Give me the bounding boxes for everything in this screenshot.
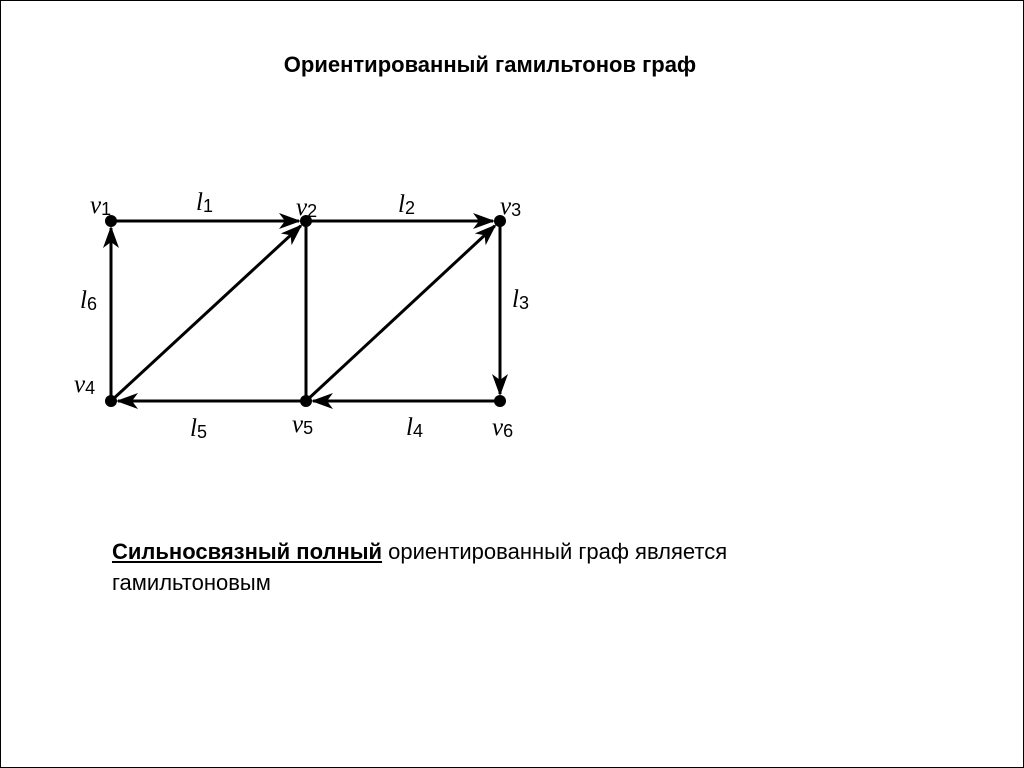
vertex-label-v5: v5 bbox=[292, 411, 314, 438]
vertex-label-v4: v4 bbox=[74, 371, 96, 398]
statement-emphasis: Сильносвязный полный bbox=[112, 539, 383, 564]
statement-rest: ориентированный граф является гамильтоновым bbox=[112, 539, 728, 595]
edge-label-l2: l2 bbox=[398, 191, 415, 218]
vertex-label-v2: v2 bbox=[296, 194, 318, 221]
vertex-label-v1: v1 bbox=[90, 192, 112, 219]
edge-label-l5: l5 bbox=[190, 415, 207, 442]
edge-label-l1: l1 bbox=[196, 189, 213, 216]
vertex-v4 bbox=[105, 395, 117, 407]
edge-d2 bbox=[306, 226, 495, 401]
vertex-v6 bbox=[494, 395, 506, 407]
edge-label-l6: l6 bbox=[80, 287, 97, 314]
vertex-label-v6: v6 bbox=[492, 414, 514, 441]
edge-label-l3: l3 bbox=[512, 286, 529, 313]
vertex-label-v3: v3 bbox=[500, 193, 522, 220]
statement-text bbox=[112, 536, 872, 598]
slide-title: Ориентированный гамильтонов граф bbox=[283, 52, 697, 77]
edge-d1 bbox=[111, 226, 301, 401]
vertex-v5 bbox=[300, 395, 312, 407]
edge-label-l4: l4 bbox=[406, 414, 423, 441]
